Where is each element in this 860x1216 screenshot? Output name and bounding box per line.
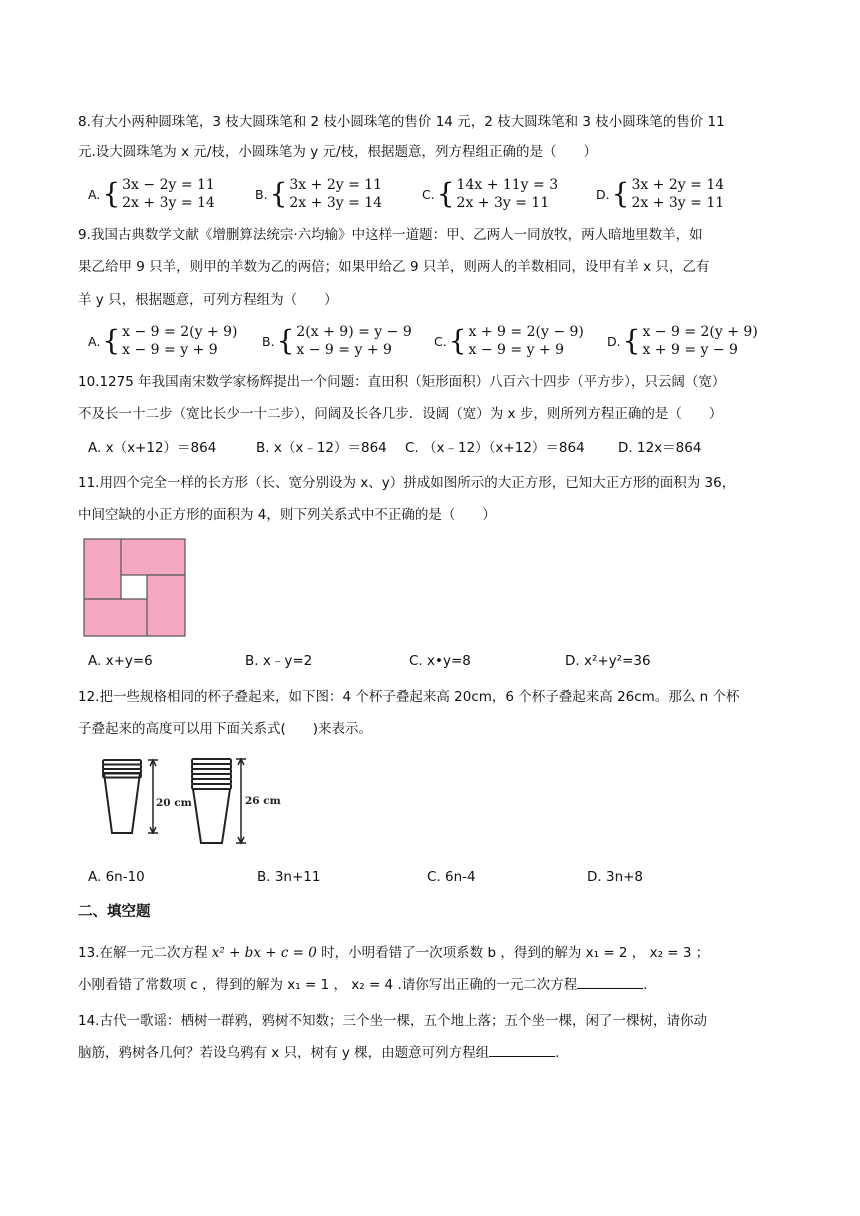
- q11-line-2: 中间空缺的小正方形的面积为 4，则下列关系式中不正确的是（ ）: [78, 507, 496, 523]
- equation: 14x + 11y = 3: [456, 177, 559, 193]
- equation: 2x + 3y = 14: [122, 195, 215, 211]
- option-label: C.: [434, 333, 447, 349]
- q12-option-b: B. 3n+11: [257, 869, 321, 885]
- equation: x + 9 = y − 9: [642, 342, 738, 358]
- option-label: A.: [88, 186, 101, 202]
- q14-period: .: [555, 1045, 560, 1061]
- q9-line-1: 9.我国古典数学文献《增删算法统宗·六均输》中这样一道题：甲、乙两人一同放牧，两人暗地里数羊，如: [78, 227, 703, 243]
- section-heading-fill-in: 二、填空题: [78, 904, 151, 920]
- answer-blank[interactable]: [577, 975, 643, 989]
- option-label: C.: [422, 186, 435, 202]
- q14-line-2: [78, 1043, 559, 1063]
- option-label: B.: [262, 333, 275, 349]
- q14-text: 脑筋，鸦树各几何？若设乌鸦有 x 只，树有 y 棵，由题意可列方程组: [78, 1045, 490, 1061]
- brace-icon: {: [269, 177, 288, 210]
- equation: x + 9 = 2(y − 9): [468, 324, 584, 340]
- equation: 2(x + 9) = y − 9: [296, 324, 412, 340]
- q12-option-a: A. 6n-10: [88, 869, 145, 885]
- stacked-cups-figure: [98, 757, 288, 849]
- q9-option-a: [88, 323, 237, 359]
- brace-icon: {: [102, 177, 121, 210]
- equation: 2x + 3y = 11: [631, 195, 725, 211]
- equation: x − 9 = 2(y + 9): [642, 324, 758, 340]
- brace-icon: {: [448, 324, 467, 357]
- equation: x − 9 = y + 9: [468, 342, 565, 358]
- cup-stack-6: [192, 759, 231, 843]
- q10-option-a: A. x（x+12）＝864: [88, 440, 217, 456]
- option-label: D.: [596, 186, 610, 202]
- label-26cm: 26 cm: [245, 795, 281, 807]
- option-label: A.: [88, 333, 101, 349]
- equation: 3x + 2y = 11: [289, 177, 383, 193]
- q11-option-b: B. x﹣y=2: [245, 653, 313, 669]
- equation: x − 9 = y + 9: [122, 342, 218, 358]
- q11-line-1: 11.用四个完全一样的长方形（长、宽分别设为 x、y）拼成如图所示的大正方形，已知大正方形的面积为 36，: [78, 475, 736, 491]
- equation: x − 9 = y + 9: [296, 342, 392, 358]
- label-20cm: 20 cm: [156, 797, 192, 809]
- q13-text-b: 时，小明看错了一次项系数 b ，得到的解为 x₁ = 2 ， x₂ = 3 ；: [316, 945, 710, 961]
- q13-line-2: [78, 975, 648, 995]
- q13-equation: x² + bx + c = 0: [211, 945, 317, 961]
- q10-option-c: C. （x﹣12）（x+12）＝864: [405, 440, 585, 456]
- q8-line-2: 元.设大圆珠笔为 x 元/枝，小圆珠笔为 y 元/枝，根据题意，列方程组正确的是（ ）: [78, 144, 598, 160]
- equation: 3x + 2y = 14: [631, 177, 725, 193]
- q10-line-1: 10.1275 年我国南宋数学家杨辉提出一个问题：直田积（矩形面积）八百六十四步（平方步），只云阔（宽）: [78, 374, 726, 390]
- equation: x − 9 = 2(y + 9): [122, 324, 238, 340]
- q12-option-d: D. 3n+8: [587, 869, 644, 885]
- q13-text-c: 小刚看错了常数项 c ，得到的解为 x₁ = 1 ， x₂ = 4 .请你写出正确的一元二次方程: [78, 977, 578, 993]
- brace-icon: {: [622, 324, 641, 357]
- q10-option-b: B. x（x﹣12）＝864: [256, 440, 387, 456]
- option-label: B.: [255, 186, 268, 202]
- q13-period: .: [643, 977, 648, 993]
- q13-text-a: 13.在解一元二次方程: [78, 945, 212, 961]
- brace-icon: {: [611, 177, 630, 210]
- q9-option-d: [607, 323, 758, 359]
- equation: 2x + 3y = 11: [456, 195, 550, 211]
- q8-option-c: [422, 176, 558, 212]
- q9-line-3: 羊 y 只，根据题意，可列方程组为（ ）: [78, 292, 338, 308]
- q8-option-d: [596, 176, 724, 212]
- q11-option-d: D. x²+y²=36: [565, 653, 651, 669]
- q11-option-a: A. x+y=6: [88, 653, 153, 669]
- q12-line-1: 12.把一些规格相同的杯子叠起来，如下图：4 个杯子叠起来高 20cm，6 个杯子叠起来高 26cm。那么 n 个杯: [78, 689, 740, 705]
- q8-option-a: [88, 176, 215, 212]
- q9-option-c: [434, 323, 584, 359]
- q10-line-2: 不及长一十二步（宽比长少一十二步），问阔及长各几步．设阔（宽）为 x 步，则所列方程正确的是（ ）: [78, 406, 723, 422]
- q8-option-b: [255, 176, 382, 212]
- equation: 3x − 2y = 11: [122, 177, 215, 193]
- brace-icon: {: [276, 324, 295, 357]
- q13-line-1: [78, 943, 709, 963]
- q9-line-2: 果乙给甲 9 只羊，则甲的羊数为乙的两倍；如果甲给乙 9 只羊，则两人的羊数相同，设甲有羊 x 只，乙有: [78, 259, 710, 275]
- q14-line-1: 14.古代一歌谣：栖树一群鸦，鸦树不知数；三个坐一棵，五个地上落；五个坐一棵，闲了一棵树，请你动: [78, 1013, 707, 1029]
- pinwheel-square-figure: [83, 538, 187, 638]
- equation: 2x + 3y = 14: [289, 195, 383, 211]
- q9-option-b: [262, 323, 412, 359]
- q12-line-2: 子叠起来的高度可以用下面关系式( )来表示。: [78, 721, 373, 737]
- q11-option-c: C. x•y=8: [409, 653, 471, 669]
- answer-blank[interactable]: [489, 1043, 555, 1057]
- q10-option-d: D. 12x＝864: [618, 440, 702, 456]
- q8-line-1: 8.有大小两种圆珠笔，3 枝大圆珠笔和 2 枝小圆珠笔的售价 14 元，2 枝大圆珠笔和 3 枝小圆珠笔的售价 11: [78, 114, 725, 130]
- q12-option-c: C. 6n-4: [427, 869, 476, 885]
- center-hole: [121, 575, 147, 599]
- brace-icon: {: [102, 324, 121, 357]
- option-label: D.: [607, 333, 621, 349]
- cup-stack-4: [103, 760, 141, 833]
- brace-icon: {: [436, 177, 455, 210]
